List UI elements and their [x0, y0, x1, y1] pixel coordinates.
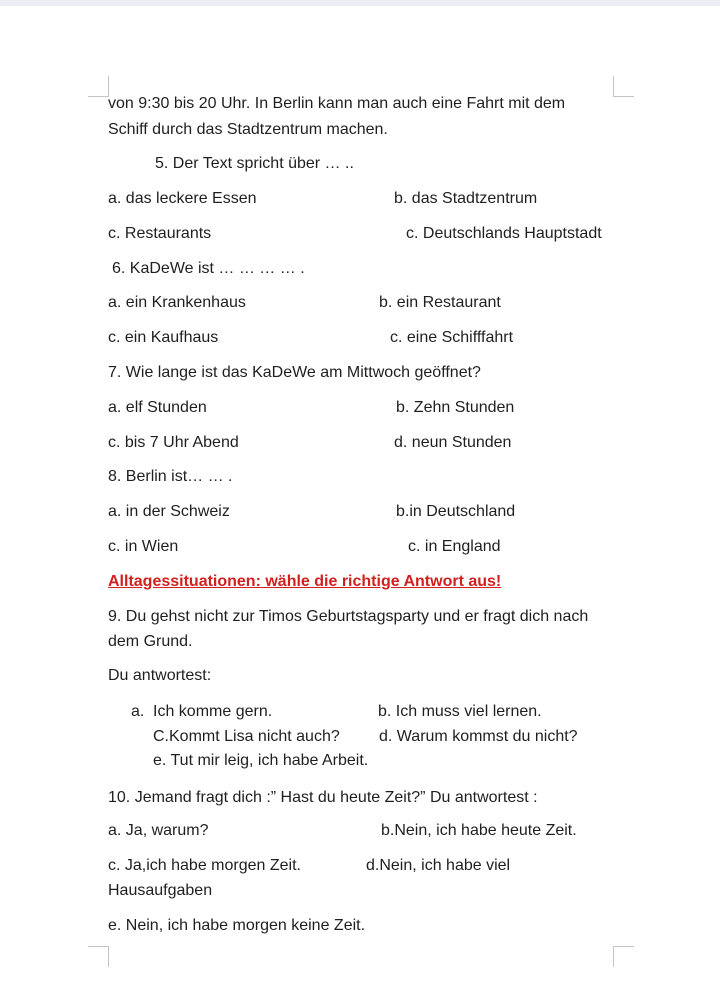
q6-option-c: c. ein Kaufhaus	[108, 329, 219, 346]
q10-option-b: b.Nein, ich habe heute Zeit.	[381, 822, 577, 839]
margin-corner-bottom-right	[613, 946, 634, 967]
q8-option-c2: c. in England	[408, 538, 501, 555]
q9-option-a-marker: a.	[131, 703, 145, 720]
section-heading: Alltagessituationen: wähle die richtige Antwort aus!	[108, 573, 502, 590]
q9-option-c: C.Kommt Lisa nicht auch?	[153, 728, 340, 745]
q8-option-b: b.in Deutschland	[396, 503, 516, 520]
q5-option-a: a. das leckere Essen	[108, 190, 257, 207]
q7-option-d: d. neun Stunden	[394, 434, 512, 451]
question-10: 10. Jemand fragt dich :” Hast du heute Zeit?” Du antwortest :	[108, 789, 538, 806]
margin-corner-bottom-left	[88, 946, 109, 967]
question-9-line-2: dem Grund.	[108, 633, 193, 650]
question-8: 8. Berlin ist… … .	[108, 468, 233, 485]
margin-corner-top-left	[88, 76, 109, 97]
q7-option-b: b. Zehn Stunden	[396, 399, 515, 416]
q6-option-b: b. ein Restaurant	[379, 294, 501, 311]
q10-option-e: e. Nein, ich habe morgen keine Zeit.	[108, 917, 366, 934]
question-9-line-1: 9. Du gehst nicht zur Timos Geburtstagsparty und er fragt dich nach	[108, 608, 589, 625]
margin-corner-top-right	[613, 76, 634, 97]
q9-option-d: d. Warum kommst du nicht?	[379, 728, 578, 745]
q8-option-c: c. in Wien	[108, 538, 179, 555]
intro-line-1: von 9:30 bis 20 Uhr. In Berlin kann man auch eine Fahrt mit dem	[108, 95, 566, 112]
q7-option-a: a. elf Stunden	[108, 399, 207, 416]
q9-option-a: Ich komme gern.	[153, 703, 273, 720]
q5-option-c2: c. Deutschlands Hauptstadt	[406, 225, 602, 242]
q10-option-c: c. Ja,ich habe morgen Zeit.	[108, 857, 301, 874]
q5-option-b: b. das Stadtzentrum	[394, 190, 538, 207]
q7-option-c: c. bis 7 Uhr Abend	[108, 434, 239, 451]
q8-option-a: a. in der Schweiz	[108, 503, 230, 520]
q9-option-b: b. Ich muss viel lernen.	[378, 703, 542, 720]
q9-prompt: Du antwortest:	[108, 667, 212, 684]
question-7: 7. Wie lange ist das KaDeWe am Mittwoch geöffnet?	[108, 364, 481, 381]
q10-option-a: a. Ja, warum?	[108, 822, 209, 839]
question-5: 5. Der Text spricht über … ..	[155, 155, 354, 172]
q5-option-c: c. Restaurants	[108, 225, 212, 242]
q10-option-d-continued: Hausaufgaben	[108, 882, 213, 899]
q6-option-c2: c. eine Schifffahrt	[390, 329, 514, 346]
q9-option-e: e. Tut mir leig, ich habe Arbeit.	[153, 752, 369, 769]
intro-line-2: Schiff durch das Stadtzentrum machen.	[108, 121, 388, 138]
question-6: 6. KaDeWe ist … … … … .	[112, 260, 305, 277]
q10-option-d: d.Nein, ich habe viel	[366, 857, 511, 874]
q6-option-a: a. ein Krankenhaus	[108, 294, 246, 311]
